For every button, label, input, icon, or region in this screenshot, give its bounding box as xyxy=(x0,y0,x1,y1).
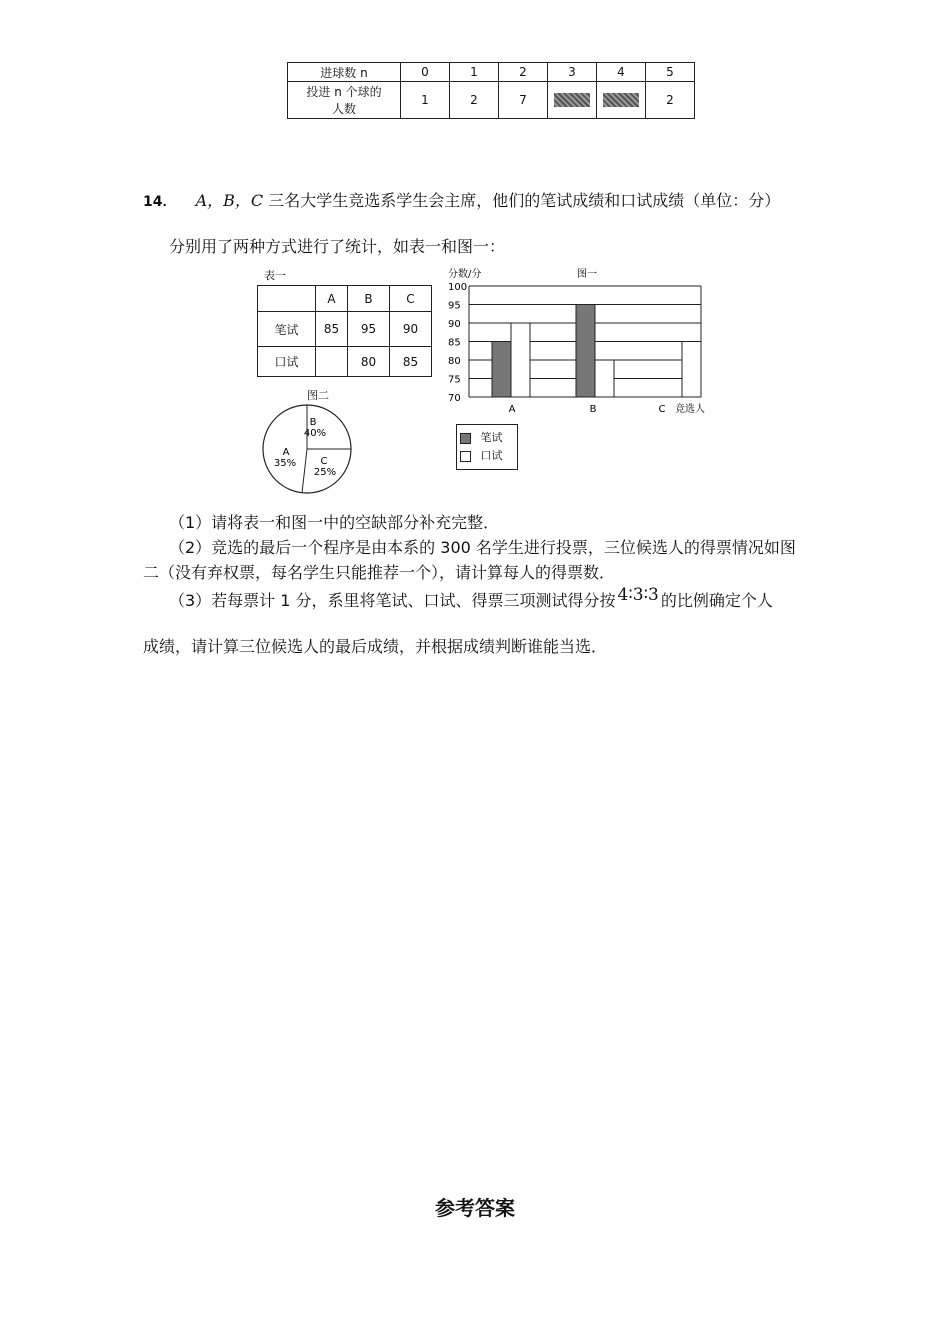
candidates: A，B，C xyxy=(195,191,264,210)
x-tick-label: C xyxy=(658,404,666,415)
y-tick-label: 100 xyxy=(448,282,468,293)
goals-header: 4 xyxy=(597,63,646,82)
col-header: C xyxy=(390,286,432,312)
bar-oral xyxy=(595,360,614,397)
x-tick-label: A xyxy=(508,404,516,415)
people-count-masked xyxy=(597,82,646,119)
legend-swatch xyxy=(460,451,471,462)
goals-row-label: 进球数 n xyxy=(288,63,401,82)
goals-header: 1 xyxy=(450,63,499,82)
bar-oral xyxy=(511,323,530,397)
people-count: 7 xyxy=(499,82,548,119)
pie-label-b-pct: 40% xyxy=(303,428,327,439)
people-row-label: 投进 n 个球的 人数 xyxy=(288,82,401,119)
bar-chart xyxy=(440,264,730,424)
x-axis-label: 竞选人 xyxy=(675,404,705,415)
part-3-line-2: 成绩，请计算三位候选人的最后成绩，并根据成绩判断谁能当选． xyxy=(143,637,608,656)
y-tick-label: 75 xyxy=(448,374,461,386)
bar-written xyxy=(492,342,511,398)
smudge-mark xyxy=(603,93,639,107)
part-3-line-1: （3）若每票计 1 分，系里将笔试、口试、得票三项测试得分按 4∶3∶3 的比例确定个人 xyxy=(169,585,773,610)
chart-title: 图一 xyxy=(577,269,597,280)
pie-label-c-pct: 25% xyxy=(313,467,337,478)
y-tick-label: 70 xyxy=(448,393,461,404)
y-tick-label: 85 xyxy=(448,337,461,349)
cell: 90 xyxy=(390,312,432,347)
y-tick-label: 90 xyxy=(448,319,461,330)
table-one xyxy=(257,285,432,377)
bar-oral xyxy=(682,342,701,398)
bar-written xyxy=(576,305,595,398)
pie-chart xyxy=(255,400,365,500)
cell: 95 xyxy=(348,312,390,347)
cell: 85 xyxy=(316,312,348,347)
people-count: 2 xyxy=(646,82,695,119)
goals-table xyxy=(287,62,695,119)
legend-item-oral: 口试 xyxy=(460,447,503,463)
row-label: 笔试 xyxy=(258,312,316,347)
cell: 85 xyxy=(390,347,432,377)
goals-header: 0 xyxy=(401,63,450,82)
people-count: 2 xyxy=(450,82,499,119)
cell: 80 xyxy=(348,347,390,377)
question-number: 14． xyxy=(143,194,177,210)
pie-caption: 图二 xyxy=(307,389,329,402)
legend-swatch xyxy=(460,433,471,444)
pie-label-a-pct: 35% xyxy=(273,458,297,469)
y-tick-label: 95 xyxy=(448,300,461,312)
row-label: 口试 xyxy=(258,347,316,377)
people-count-masked xyxy=(548,82,597,119)
people-count: 1 xyxy=(401,82,450,119)
pie-label-b: B xyxy=(309,417,317,428)
chart-legend xyxy=(456,424,518,470)
question-line-2: 分别用了两种方式进行了统计，如表一和图一： xyxy=(169,237,506,256)
ratio: 4∶3∶3 xyxy=(617,585,659,605)
part-2-line-2: 二（没有弃权票，每名学生只能推荐一个），请计算每人的得票数． xyxy=(143,563,616,582)
part-1: （1）请将表一和图一中的空缺部分补充完整． xyxy=(169,513,500,532)
table-one-caption: 表一 xyxy=(264,269,286,282)
smudge-mark xyxy=(554,93,590,107)
y-axis-label: 分数/分 xyxy=(448,269,482,280)
x-tick-label: B xyxy=(589,404,597,415)
goals-header: 2 xyxy=(499,63,548,82)
cell xyxy=(316,347,348,377)
col-header: A xyxy=(316,286,348,312)
y-tick-label: 80 xyxy=(448,356,461,367)
legend-item-written: 笔试 xyxy=(460,429,503,445)
answer-title: 参考答案 xyxy=(435,1196,515,1220)
pie-label-a: A xyxy=(282,447,290,458)
goals-header: 3 xyxy=(548,63,597,82)
question-line-1: 14． A，B，C 三名大学生竞选系学生会主席，他们的笔试成绩和口试成绩（单位：分） xyxy=(143,191,781,210)
part-2-line-1: （2）竞选的最后一个程序是由本系的 300 名学生进行投票，三位候选人的得票情况如图 xyxy=(169,538,796,557)
col-header: B xyxy=(348,286,390,312)
goals-header: 5 xyxy=(646,63,695,82)
pie-label-c: C xyxy=(320,456,328,467)
